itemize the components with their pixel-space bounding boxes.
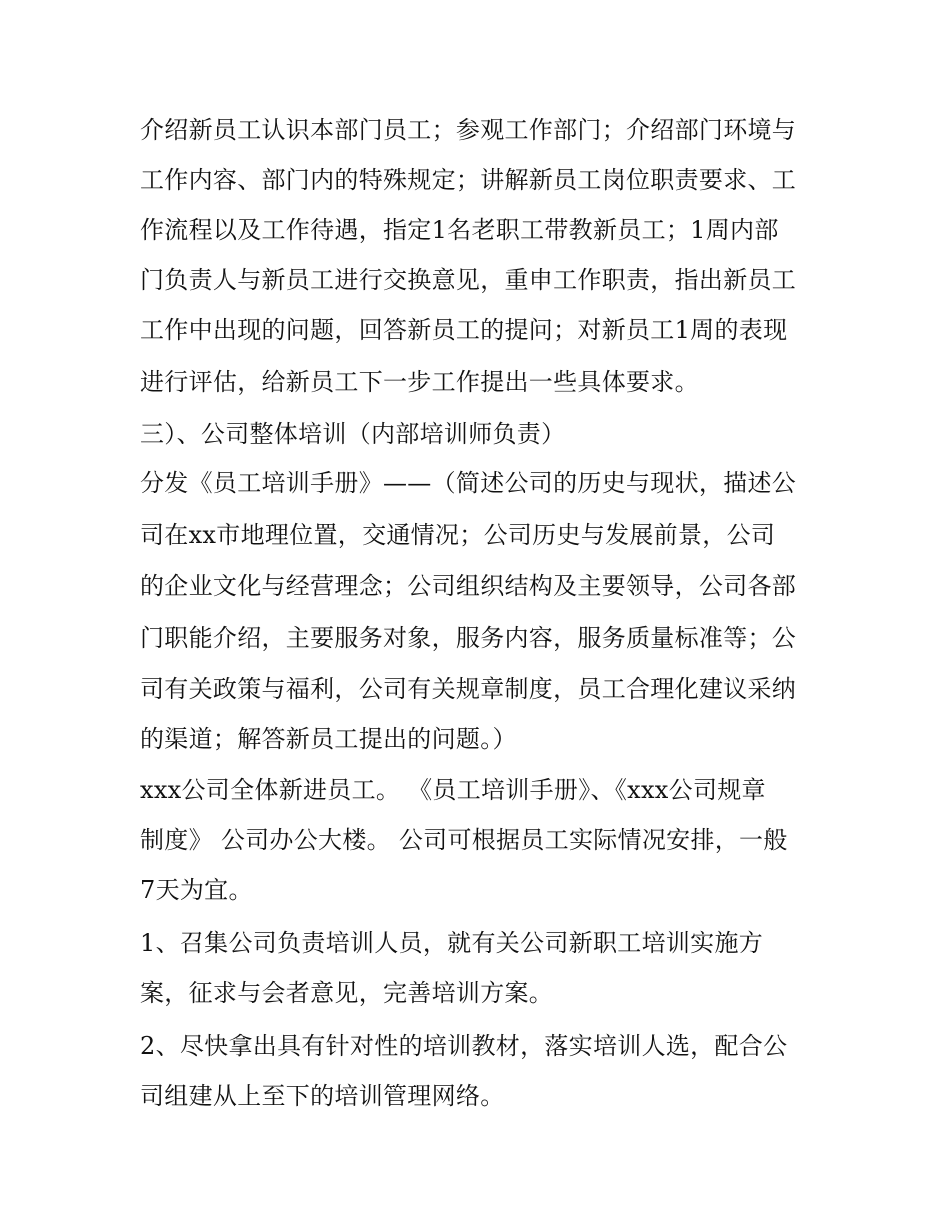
paragraph-line: 司有关政策与福利，公司有关规章制度，员工合理化建议采纳 — [140, 675, 797, 703]
paragraph-line: 进行评估，给新员工下一步工作提出一些具体要求。 — [140, 368, 699, 396]
paragraph-line: 工作内容、部门内的特殊规定；讲解新员工岗位职责要求、工 — [140, 166, 797, 194]
paragraph-line: 案，征求与会者意见，完善培训方案。 — [140, 979, 554, 1007]
list-item: 1、召集公司负责培训人员，就有关公司新职工培训实施方 — [140, 929, 764, 957]
paragraph-line: 分发《员工培训手册》——（简述公司的历史与现状，描述公 — [140, 469, 797, 497]
paragraph-line: 7天为宜。 — [140, 876, 253, 904]
paragraph-line: 制度》 公司办公大楼。 公司可根据员工实际情况安排，一般 — [140, 826, 788, 854]
paragraph-line: 门职能介绍，主要服务对象，服务内容，服务质量标准等；公 — [140, 624, 797, 652]
paragraph-line: 的企业文化与经营理念；公司组织结构及主要领导，公司各部 — [140, 572, 797, 600]
paragraph-line: 作流程以及工作待遇，指定1名老职工带教新员工；1周内部 — [140, 216, 779, 244]
paragraph-line: 的渠道；解答新员工提出的问题。） — [140, 725, 517, 753]
paragraph-line: 介绍新员工认识本部门员工；参观工作部门；介绍部门环境与 — [140, 116, 797, 144]
paragraph-line: 门负责人与新员工进行交换意见，重申工作职责，指出新员工 — [140, 266, 797, 294]
paragraph-line: 工作中出现的问题，回答新员工的提问；对新员工1周的表现 — [140, 316, 788, 344]
paragraph-line: 司在xx市地理位置，交通情况；公司历史与发展前景，公司 — [140, 521, 776, 549]
section-heading: 三）、公司整体培训（内部培训师负责） — [140, 420, 566, 448]
paragraph-line: xxx公司全体新进员工。 《员工培训手册》、《xxx公司规章 — [140, 776, 766, 804]
paragraph-line: 司组建从上至下的培训管理网络。 — [140, 1082, 505, 1110]
list-item: 2、尽快拿出具有针对性的培训教材，落实培训人选，配合公 — [140, 1032, 788, 1060]
